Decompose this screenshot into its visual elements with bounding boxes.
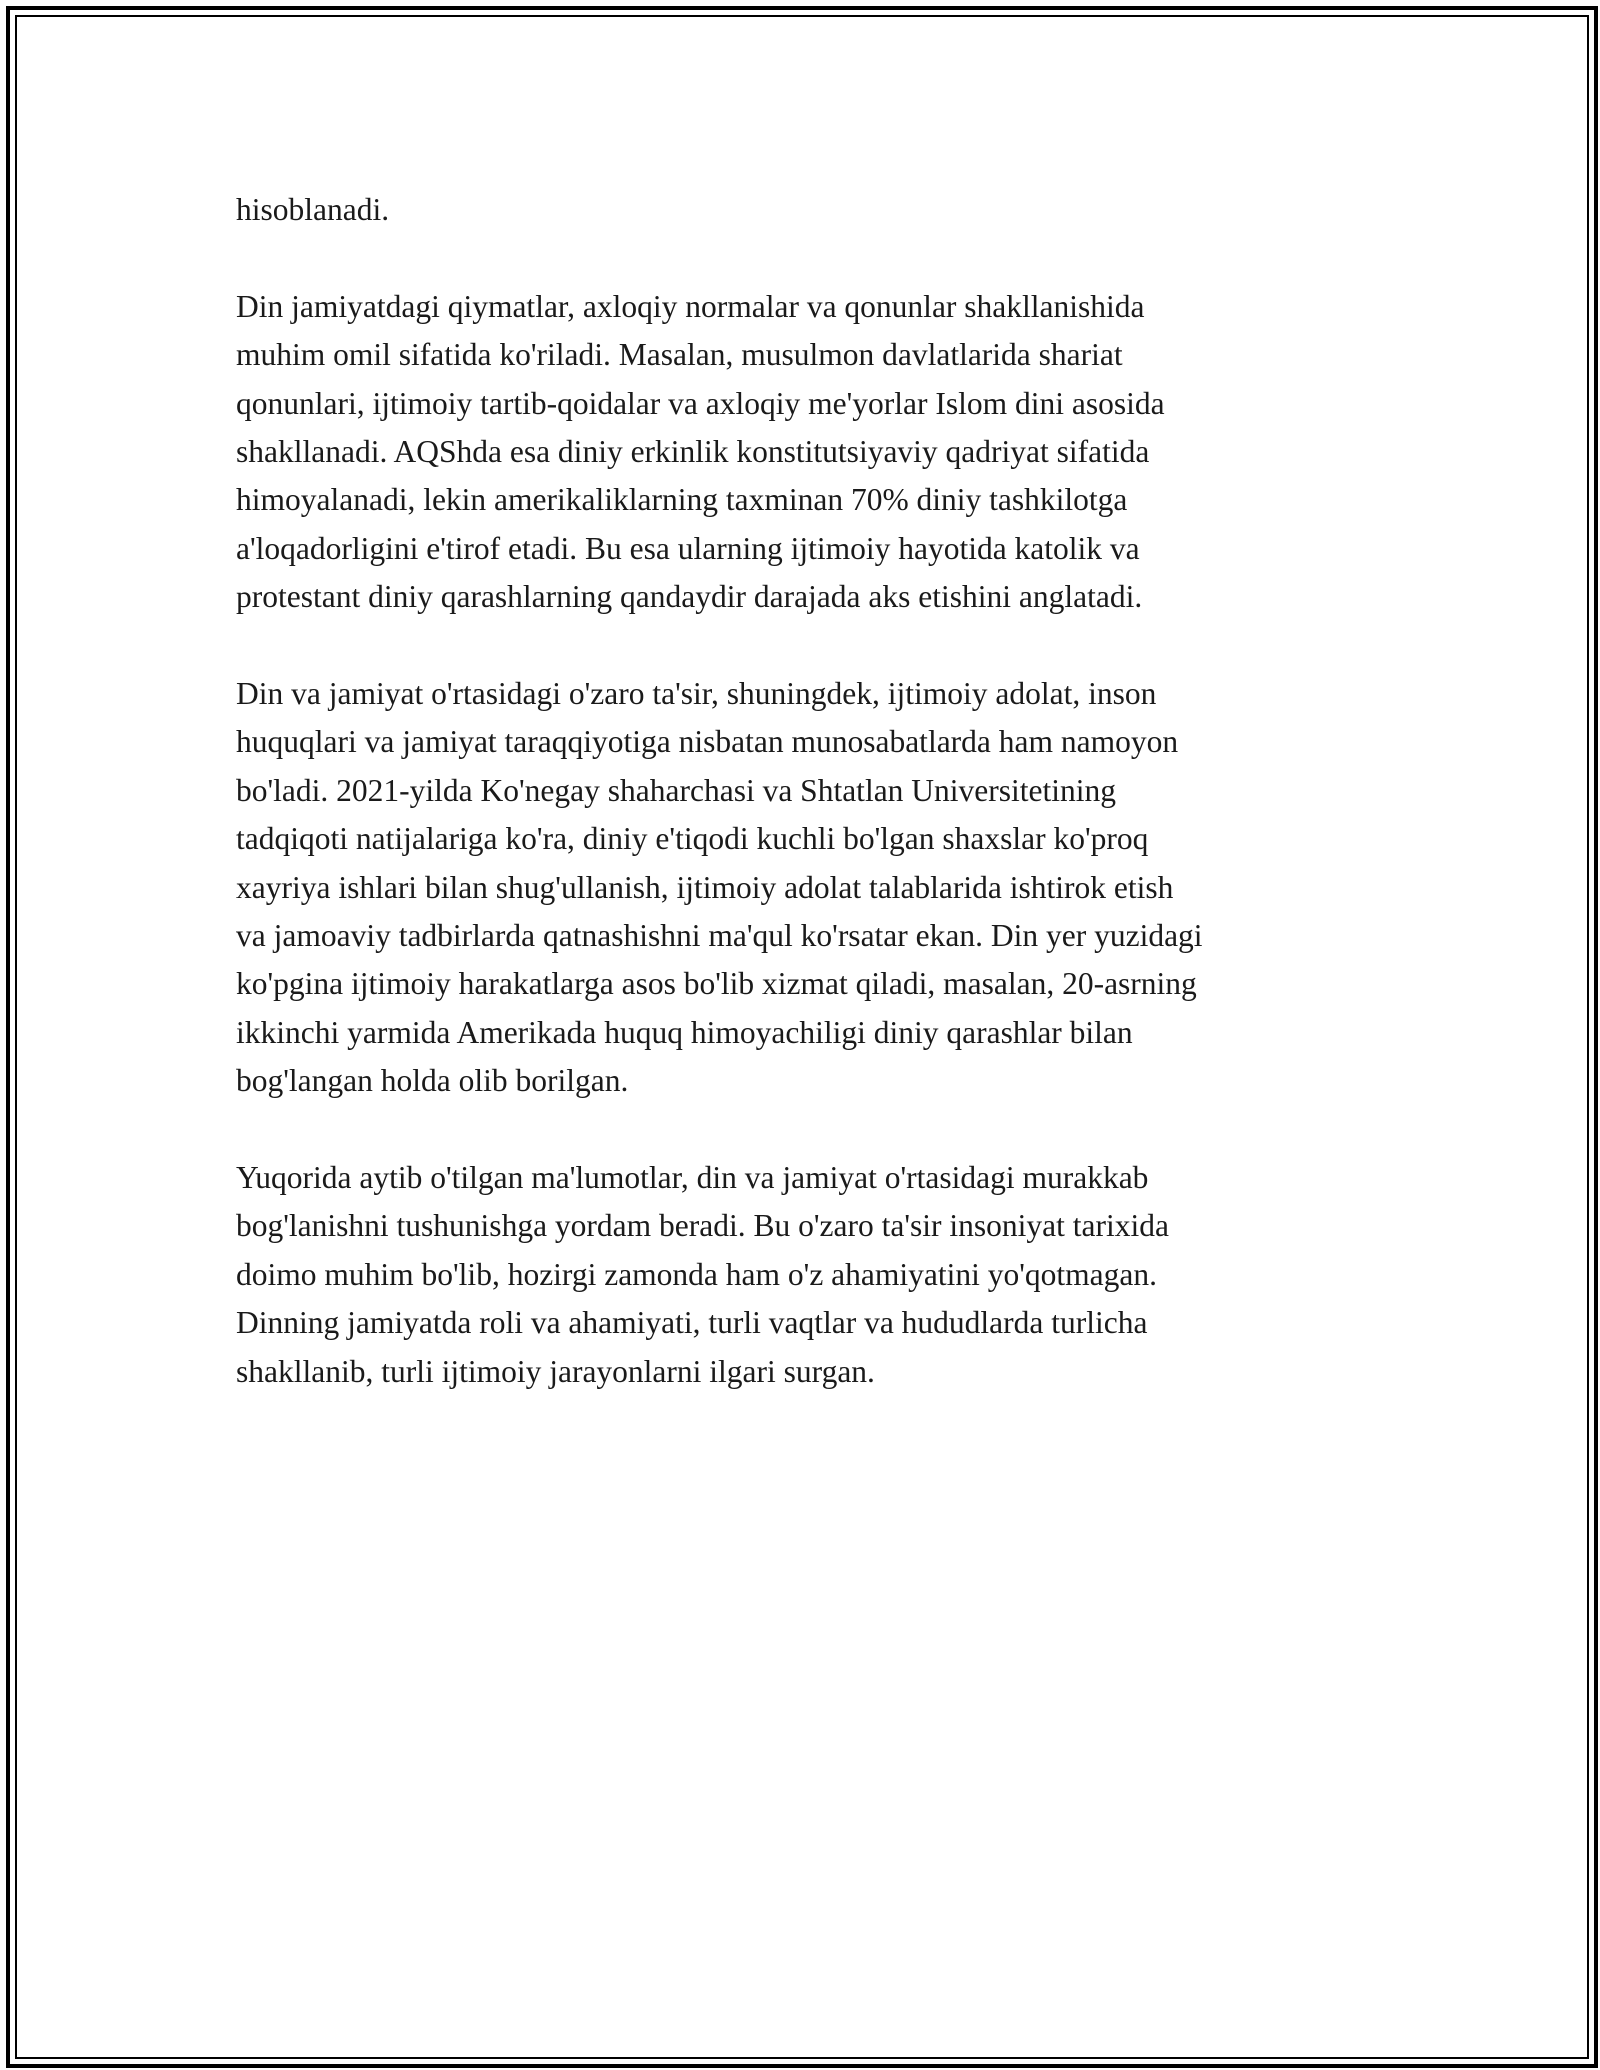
text-line: huquqlari va jamiyat taraqqiyotiga nisbatan munosabatlarda ham namoyon (236, 724, 1179, 760)
text-line: tadqiqoti natijalariga ko'ra, diniy e'tiqodi kuchli bo'lgan shaxslar ko'proq (236, 821, 1149, 857)
paragraph-1 (236, 186, 1366, 234)
text-line: muhim omil sifatida ko'riladi. Masalan, musulmon davlatlarida shariat (236, 337, 1123, 373)
text-line: Din jamiyatdagi qiymatlar, axloqiy normalar va qonunlar shakllanishida (236, 288, 1145, 324)
text-line: a'loqadorligini e'tirof etadi. Bu esa ularning ijtimoiy hayotida katolik va (236, 530, 1140, 566)
text-line: Yuqorida aytib o'tilgan ma'lumotlar, din va jamiyat o'rtasidagi murakkab (236, 1160, 1149, 1196)
text-line: himoyalanadi, lekin amerikaliklarning taxminan 70% diniy tashkilotga (236, 482, 1128, 518)
text-line: Din va jamiyat o'rtasidagi o'zaro ta'sir, shuningdek, ijtimoiy adolat, inson (236, 676, 1157, 712)
paragraph-3 (236, 670, 1366, 1106)
text-line: Dinning jamiyatda roli va ahamiyati, turli vaqtlar va hududlarda turlicha (236, 1305, 1148, 1341)
text-line: bo'ladi. 2021-yilda Ko'negay shaharchasi va Shtatlan Universitetining (236, 772, 1117, 808)
text-line: shakllanib, turli ijtimoiy jarayonlarni ilgari surgan. (236, 1353, 875, 1389)
text-line: doimo muhim bo'lib, hozirgi zamonda ham o'z ahamiyatini yo'qotmagan. (236, 1256, 1158, 1292)
text-line: xayriya ishlari bilan shug'ullanish, ijtimoiy adolat talablarida ishtirok etish (236, 869, 1174, 905)
text-line: ikkinchi yarmida Amerikada huquq himoyachiligi diniy qarashlar bilan (236, 1014, 1133, 1050)
text-line: ko'pgina ijtimoiy harakatlarga asos bo'lib xizmat qiladi, masalan, 20-asrning (236, 966, 1197, 1002)
text-line: bog'lanishni tushunishga yordam beradi. Bu o'zaro ta'sir insoniyat tarixida (236, 1208, 1169, 1244)
text-line: bog'langan holda olib borilgan. (236, 1063, 629, 1099)
text-line: protestant diniy qarashlarning qandaydir darajada aks etishini anglatadi. (236, 579, 1143, 615)
paragraph-4 (236, 1154, 1366, 1396)
document-body (236, 186, 1366, 1445)
text-line: va jamoaviy tadbirlarda qatnashishni ma'qul ko'rsatar ekan. Din yer yuzidagi (236, 918, 1203, 954)
paragraph-2 (236, 283, 1366, 622)
text-line: hisoblanadi. (236, 192, 390, 227)
text-line: shakllanadi. AQShda esa diniy erkinlik konstitutsiyaviy qadriyat sifatida (236, 434, 1150, 470)
text-line: qonunlari, ijtimoiy tartib-qoidalar va axloqiy me'yorlar Islom dini asosida (236, 385, 1165, 421)
